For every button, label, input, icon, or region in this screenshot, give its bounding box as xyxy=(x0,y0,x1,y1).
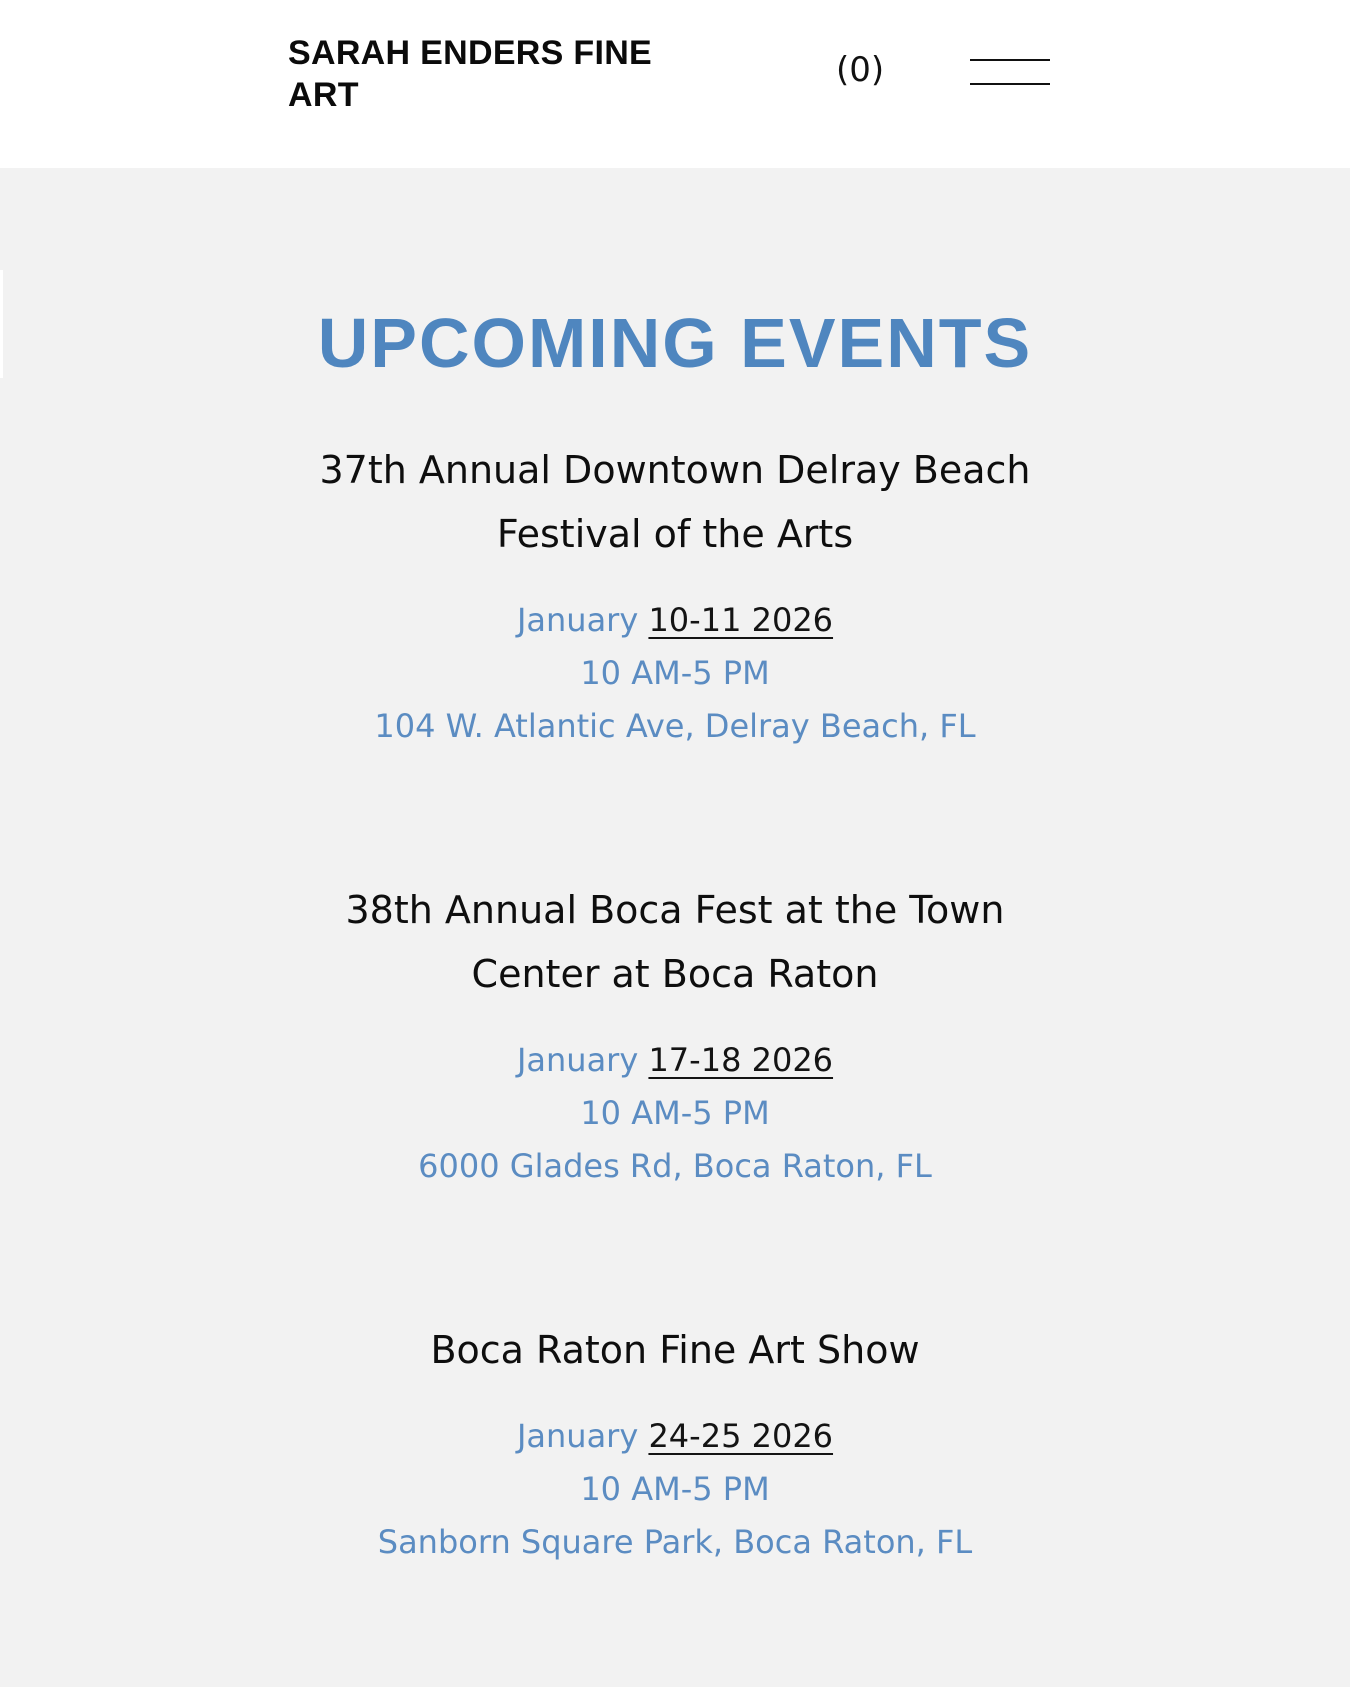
event-item xyxy=(0,878,1350,1193)
event-time: 10 AM-5 PM xyxy=(580,1094,770,1132)
menu-line xyxy=(970,59,1050,61)
event-date-link[interactable]: 10-11 2026 xyxy=(648,601,834,639)
event-title: 38th Annual Boca Fest at the Town Center at Boca Raton xyxy=(345,888,1005,996)
event-item xyxy=(0,438,1350,753)
site-logo[interactable]: SARAH ENDERS FINE ART xyxy=(288,34,653,114)
event-address: Sanborn Square Park, Boca Raton, FL xyxy=(377,1523,973,1561)
event-details xyxy=(0,1034,1350,1193)
hamburger-menu-icon[interactable] xyxy=(970,56,1050,88)
event-date xyxy=(0,1034,1350,1087)
event-date-link[interactable]: 24-25 2026 xyxy=(648,1417,834,1455)
event-time: 10 AM-5 PM xyxy=(580,654,770,692)
event-date xyxy=(0,594,1350,647)
event-month: January xyxy=(516,1417,639,1455)
event-title: Boca Raton Fine Art Show xyxy=(430,1328,920,1372)
event-date xyxy=(0,1410,1350,1463)
event-title: 37th Annual Downtown Delray Beach Festival of the Arts xyxy=(319,448,1031,556)
menu-line xyxy=(970,83,1050,85)
event-month: January xyxy=(516,1041,639,1079)
event-address: 104 W. Atlantic Ave, Delray Beach, FL xyxy=(374,707,976,745)
event-details xyxy=(0,594,1350,753)
event-details xyxy=(0,1410,1350,1569)
cart-button[interactable]: (0) xyxy=(836,50,885,90)
event-month: January xyxy=(516,601,639,639)
page-title: UPCOMING EVENTS xyxy=(317,304,1033,382)
event-time: 10 AM-5 PM xyxy=(580,1470,770,1508)
event-address: 6000 Glades Rd, Boca Raton, FL xyxy=(418,1147,932,1185)
event-date-link[interactable]: 17-18 2026 xyxy=(648,1041,834,1079)
site-header xyxy=(0,0,1350,168)
event-item xyxy=(0,1318,1350,1569)
